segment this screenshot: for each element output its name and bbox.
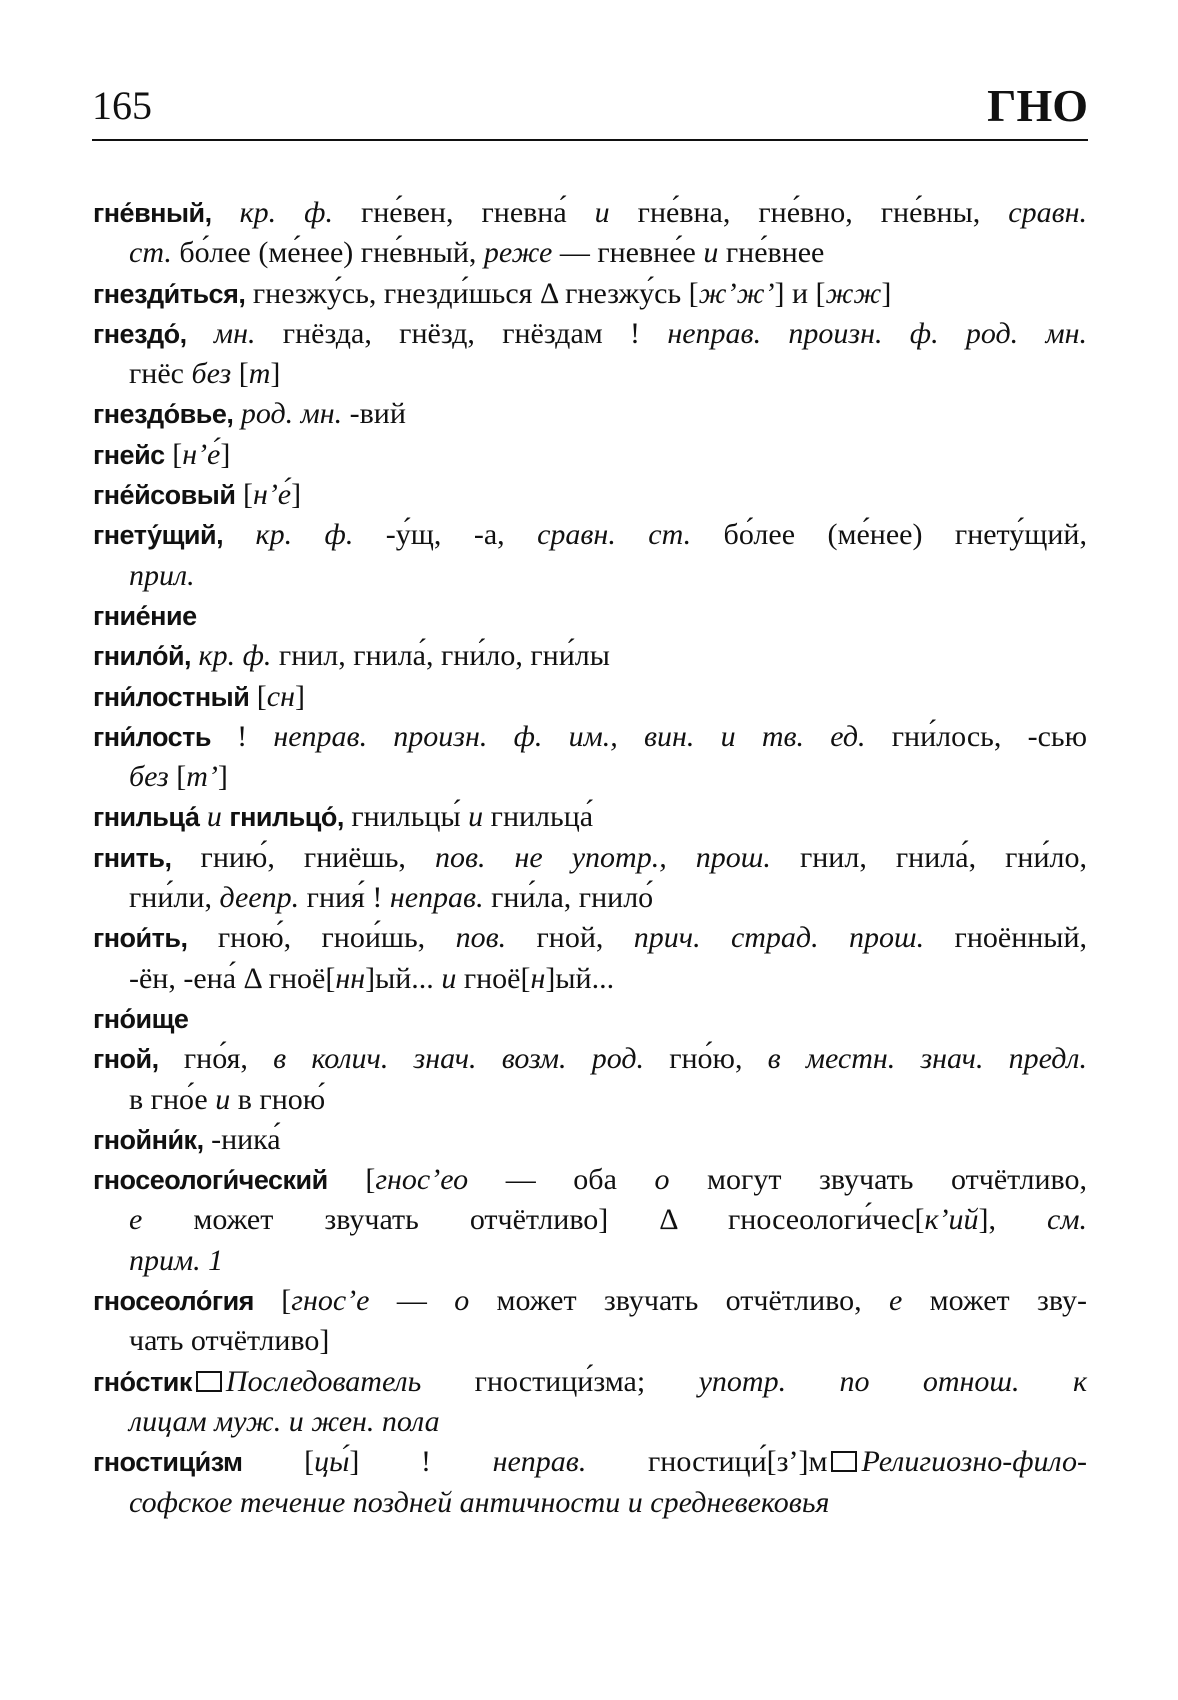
italic-label: род. мн. bbox=[233, 397, 343, 431]
entry-text: гнильцы́ bbox=[343, 800, 469, 834]
headword: гно́ище bbox=[93, 1003, 189, 1034]
entry-text: -ника́ bbox=[203, 1122, 281, 1156]
italic-label: прил. bbox=[129, 558, 195, 592]
entry-line bbox=[93, 1200, 1087, 1240]
headword: гносеологи́ческий bbox=[93, 1165, 328, 1196]
headword: гнейс bbox=[93, 439, 165, 470]
entry-text: бо́лее (ме́нее) гнету́щий, bbox=[691, 518, 1087, 552]
italic-label: неправ. произн. ф. род. мн. bbox=[667, 316, 1087, 350]
italic-label: о bbox=[454, 1284, 470, 1318]
entry-line bbox=[93, 394, 1087, 434]
italic-label: гнос’ео bbox=[375, 1163, 469, 1197]
dictionary-entry bbox=[93, 1281, 1087, 1362]
entry-text: гне́вен, гневна́ bbox=[332, 196, 595, 229]
dictionary-entry bbox=[93, 999, 1087, 1039]
headword: гнило́й, bbox=[93, 641, 192, 672]
dictionary-entry bbox=[93, 475, 1087, 515]
headword: гние́ние bbox=[93, 600, 197, 631]
headword: гнои́ть, bbox=[93, 923, 188, 954]
square-icon bbox=[196, 1371, 222, 1392]
entry-line bbox=[93, 1120, 1087, 1160]
entry-line bbox=[93, 1039, 1087, 1079]
italic-label: н bbox=[530, 961, 546, 995]
dictionary-entry bbox=[93, 314, 1087, 395]
entry-text: гни́ли, bbox=[129, 881, 220, 915]
entry-text: может звучать отчётливо, bbox=[469, 1284, 889, 1318]
italic-label: Последователь bbox=[225, 1364, 422, 1398]
headword: гностици́зм bbox=[93, 1447, 243, 1478]
italic-label: и bbox=[594, 196, 610, 229]
entry-text: [ bbox=[242, 1445, 315, 1479]
dictionary-entry bbox=[93, 435, 1087, 475]
entry-text: гни́ла, гнило́ bbox=[483, 881, 654, 915]
entry-text: ] ! bbox=[349, 1445, 493, 1479]
entry-text: ], bbox=[978, 1203, 1048, 1237]
entry-text: ] bbox=[291, 478, 302, 512]
headword: гнильца́ bbox=[93, 802, 200, 833]
square-icon bbox=[831, 1451, 857, 1472]
entry-text: ] bbox=[217, 760, 228, 794]
italic-label: см. bbox=[1047, 1203, 1087, 1237]
entry-text: гностици́зма; bbox=[421, 1364, 699, 1398]
entry-text: -вий bbox=[342, 397, 406, 431]
italic-label: реже bbox=[483, 236, 553, 270]
dictionary-entry bbox=[93, 717, 1087, 798]
dictionary-entry bbox=[93, 636, 1087, 676]
entry-text: ] bbox=[881, 276, 892, 310]
italic-label: Религиозно-фило- bbox=[861, 1445, 1087, 1479]
entry-text: ]ый... bbox=[365, 961, 442, 995]
dictionary-entry bbox=[93, 394, 1087, 434]
entry-text: может звучать отчётливо] Δ гносеологи́чес[ bbox=[142, 1203, 925, 1237]
entry-line bbox=[93, 1362, 1087, 1402]
dictionary-entry bbox=[93, 193, 1087, 274]
italic-label: и bbox=[703, 236, 719, 270]
italic-label: неправ. bbox=[492, 1445, 587, 1479]
headword: гнойни́к, bbox=[93, 1124, 204, 1155]
headword: гни́лость bbox=[93, 721, 211, 752]
italic-label: пов. bbox=[455, 921, 507, 955]
entry-line bbox=[93, 918, 1087, 958]
headword: гне́йсовый bbox=[93, 480, 236, 511]
entry-line bbox=[93, 838, 1087, 878]
entry-text: гне́вна, гне́вно, гне́вны, bbox=[609, 196, 1009, 229]
italic-label: т’ bbox=[186, 760, 218, 794]
italic-label: сравн. ст. bbox=[537, 518, 692, 552]
entry-text: могут звучать отчётливо, bbox=[669, 1163, 1087, 1197]
italic-label: нн bbox=[335, 961, 366, 995]
entry-text: -ён, -ена́ Δ гноё[ bbox=[129, 961, 336, 995]
italic-label: прич. страд. прош. bbox=[633, 921, 925, 955]
entry-text: гнезжу́сь, гнезди́шься Δ гнезжу́сь [ bbox=[245, 276, 699, 310]
entry-text: [ bbox=[327, 1163, 376, 1197]
italic-label: кр. ф. bbox=[223, 518, 354, 552]
headword: гно́стик bbox=[93, 1366, 192, 1397]
dictionary-entry bbox=[93, 1120, 1087, 1160]
italic-label: пов. не употр., прош. bbox=[434, 840, 771, 874]
dictionary-entry bbox=[93, 918, 1087, 999]
entry-text: гнёзда, гнёзд, гнёздам ! bbox=[255, 316, 668, 350]
entry-line bbox=[93, 193, 1087, 233]
header-rule bbox=[92, 139, 1088, 141]
entry-text: ] bbox=[220, 437, 231, 471]
entry-text: [ bbox=[253, 1284, 292, 1318]
entry-line bbox=[93, 556, 1087, 596]
entry-text: — оба bbox=[468, 1163, 655, 1197]
italic-label: без bbox=[129, 760, 169, 794]
entry-text: гнёс bbox=[129, 357, 192, 391]
page-number: 165 bbox=[92, 83, 152, 128]
entry-line bbox=[93, 274, 1087, 314]
italic-label: к’ий bbox=[924, 1203, 979, 1237]
dictionary-entries bbox=[93, 193, 1087, 1523]
entry-line bbox=[93, 1321, 1087, 1361]
entry-text: гни́лось, -сью bbox=[865, 719, 1087, 753]
italic-label: неправ. произн. ф. им., вин. и тв. ед. bbox=[273, 719, 866, 753]
entry-line bbox=[93, 797, 1087, 837]
entry-text: гною́, гнои́шь, bbox=[187, 921, 456, 955]
italic-label: кр. ф. bbox=[191, 639, 272, 673]
italic-label: лицам муж. и жен. пола bbox=[129, 1404, 440, 1438]
entry-text: -у́щ, -а, bbox=[353, 518, 538, 552]
headword: гнильцо́, bbox=[229, 802, 344, 833]
entry-text: — гневне́е bbox=[552, 236, 704, 270]
entry-line bbox=[93, 1080, 1087, 1120]
entry-text: бо́лее (ме́нее) гне́вный, bbox=[171, 236, 484, 270]
italic-label: е bbox=[129, 1203, 143, 1237]
entry-line bbox=[93, 959, 1087, 999]
italic-label: кр. ф. bbox=[211, 196, 333, 229]
entry-text: гне́внее bbox=[718, 236, 825, 270]
entry-text: [ bbox=[164, 437, 183, 471]
entry-text: [ bbox=[249, 679, 267, 713]
italic-label: ст. bbox=[129, 236, 172, 270]
entry-line bbox=[93, 354, 1087, 394]
dictionary-entry bbox=[93, 1362, 1087, 1443]
entry-line bbox=[93, 1160, 1087, 1200]
dictionary-entry bbox=[93, 596, 1087, 636]
dictionary-entry bbox=[93, 1160, 1087, 1281]
entry-text: гнию́, гниёшь, bbox=[171, 840, 435, 874]
dictionary-entry bbox=[93, 515, 1087, 596]
entry-line bbox=[93, 878, 1087, 918]
headword: гнездо́вье, bbox=[93, 399, 234, 430]
italic-label: н’е́ bbox=[182, 437, 221, 471]
entry-line bbox=[93, 1241, 1087, 1281]
entry-text: гния́ ! bbox=[299, 881, 390, 915]
entry-text: ] bbox=[270, 357, 281, 391]
entry-line bbox=[93, 999, 1087, 1039]
entry-line bbox=[93, 475, 1087, 515]
entry-text: [ bbox=[235, 478, 253, 512]
entry-text: гнил, гнила́, гни́ло, bbox=[770, 840, 1087, 874]
headword: гни́лостный bbox=[93, 681, 250, 712]
headword: гнезди́ться, bbox=[93, 278, 246, 309]
entry-text: гной, bbox=[506, 921, 634, 955]
italic-label: мн. bbox=[186, 316, 256, 350]
entry-text: ] bbox=[295, 679, 305, 713]
italic-label: в колич. знач. возм. род. bbox=[273, 1042, 645, 1076]
italic-label: софское течение поздней античности и средневековья bbox=[129, 1485, 830, 1519]
italic-label: т bbox=[248, 357, 271, 391]
entry-line bbox=[93, 1442, 1087, 1482]
entry-line bbox=[93, 717, 1087, 757]
italic-label: н’е́ bbox=[252, 478, 292, 512]
entry-line bbox=[93, 636, 1087, 676]
entry-line bbox=[93, 596, 1087, 636]
headword: гнить, bbox=[93, 842, 172, 873]
dictionary-entry bbox=[93, 797, 1087, 837]
entry-text: гнильца́ bbox=[483, 800, 594, 834]
entry-line bbox=[93, 1483, 1087, 1523]
italic-label: и bbox=[199, 800, 230, 834]
entry-text: — bbox=[369, 1284, 455, 1318]
entry-line bbox=[93, 677, 1087, 717]
headword: гне́вный, bbox=[93, 198, 212, 228]
dictionary-entry bbox=[93, 838, 1087, 919]
entry-text: гностици́[з’]м bbox=[586, 1445, 828, 1479]
entry-line bbox=[93, 515, 1087, 555]
italic-label: в местн. знач. предл. bbox=[767, 1042, 1087, 1076]
italic-label: и bbox=[468, 800, 484, 834]
italic-label: прим. 1 bbox=[129, 1243, 224, 1277]
dictionary-entry bbox=[93, 274, 1087, 314]
entry-text: в гно́е bbox=[129, 1082, 216, 1116]
dictionary-entry bbox=[93, 1039, 1087, 1120]
entry-text: гнил, гнила́, гни́ло, гни́лы bbox=[271, 639, 610, 673]
italic-label: е bbox=[888, 1284, 903, 1318]
headword: гнездо́, bbox=[93, 318, 187, 349]
italic-label: цы́ bbox=[314, 1445, 350, 1479]
italic-label: жж bbox=[825, 276, 882, 310]
entry-text: ] и [ bbox=[774, 276, 826, 310]
entry-line bbox=[93, 1402, 1087, 1442]
entry-text: ! bbox=[210, 719, 274, 753]
running-head: ГНО bbox=[987, 80, 1088, 131]
italic-label: и bbox=[441, 961, 457, 995]
entry-text: гно́я, bbox=[158, 1042, 274, 1076]
headword: гнету́щий, bbox=[93, 520, 224, 551]
entry-text: чать отчётливо] bbox=[129, 1324, 330, 1358]
entry-text: в гною́ bbox=[230, 1082, 326, 1116]
entry-line bbox=[93, 757, 1087, 797]
italic-label: неправ. bbox=[389, 881, 484, 915]
entry-text: [ bbox=[168, 760, 187, 794]
italic-label: гнос’е bbox=[291, 1284, 370, 1318]
italic-label: сравн. bbox=[1008, 196, 1087, 229]
entry-text: [ bbox=[231, 357, 249, 391]
headword: гной, bbox=[93, 1044, 159, 1075]
dictionary-entry bbox=[93, 677, 1087, 717]
italic-label: употр. по отнош. к bbox=[698, 1364, 1087, 1398]
entry-line bbox=[93, 314, 1087, 354]
entry-text: ]ый... bbox=[545, 961, 615, 995]
entry-line bbox=[93, 435, 1087, 475]
italic-label: деепр. bbox=[219, 881, 300, 915]
headword: гносеоло́гия bbox=[93, 1286, 254, 1317]
italic-label: ж’ж’ bbox=[698, 276, 775, 310]
dictionary-entry bbox=[93, 1442, 1087, 1523]
italic-label: и bbox=[215, 1082, 231, 1116]
entry-line bbox=[93, 1281, 1087, 1321]
entry-text: гно́ю, bbox=[644, 1042, 768, 1076]
entry-line bbox=[93, 233, 1087, 273]
entry-text: может зву- bbox=[902, 1284, 1087, 1318]
entry-text: гноё[ bbox=[456, 961, 531, 995]
entry-text: гноённый, bbox=[924, 921, 1088, 955]
italic-label: без bbox=[191, 357, 232, 391]
italic-label: о bbox=[654, 1163, 670, 1197]
italic-label: сн bbox=[266, 679, 295, 713]
